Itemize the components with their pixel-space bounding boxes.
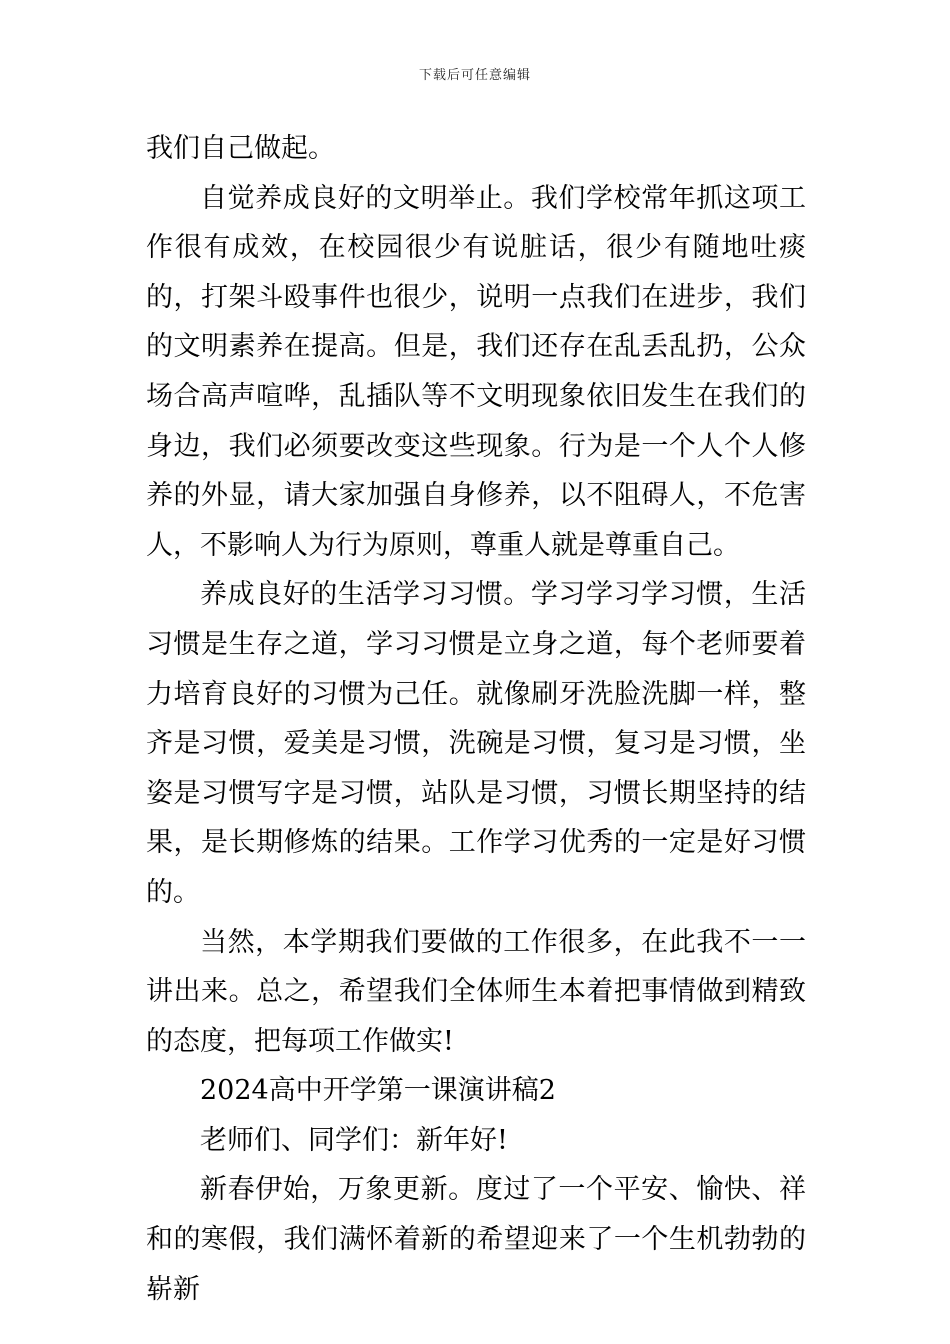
paragraph-4: 当然，本学期我们要做的工作很多，在此我不一一讲出来。总之，希望我们全体师生本着把事情做到精致的态度，把每项工作做实!: [146, 926, 806, 1057]
document-body: [146, 124, 806, 1314]
paragraph-7: 新春伊始，万象更新。度过了一个平安、愉快、祥和的寒假，我们满怀着新的希望迎来了一个生机勃勃的崭新: [146, 1174, 806, 1305]
salutation: 老师们、同学们：新年好!: [200, 1124, 508, 1156]
section-title: 2024高中开学第一课演讲稿2: [200, 1075, 556, 1107]
paragraph-2: 自觉养成良好的文明举止。我们学校常年抓这项工作很有成效，在校园很少有说脏话，很少有随地吐痰的，打架斗殴事件也很少，说明一点我们在进步，我们的文明素养在提高。但是，我们还存在乱丢乱扔，公众场合高声喧哗，乱插队等不文明现象依旧发生在我们的身边，我们必须要改变这些现象。行为是一个人个人修养的外显，请大家加强自身修养，以不阻碍人，不危害人，不影响人为行为原则，尊重人就是尊重自己。: [146, 182, 806, 561]
page-header: 下载后可任意编辑: [418, 68, 531, 83]
paragraph-3: 养成良好的生活学习习惯。学习学习学习惯，生活习惯是生存之道，学习习惯是立身之道，每个老师要着力培育良好的习惯为己任。就像刷牙洗脸洗脚一样，整齐是习惯，爱美是习惯，洗碗是习惯，复习是习惯，坐姿是习惯写字是习惯，站队是习惯，习惯长期坚持的结果，是长期修炼的结果。工作学习优秀的一定是好习惯的。: [146, 579, 806, 908]
paragraph-1: 我们自己做起。: [146, 133, 335, 164]
